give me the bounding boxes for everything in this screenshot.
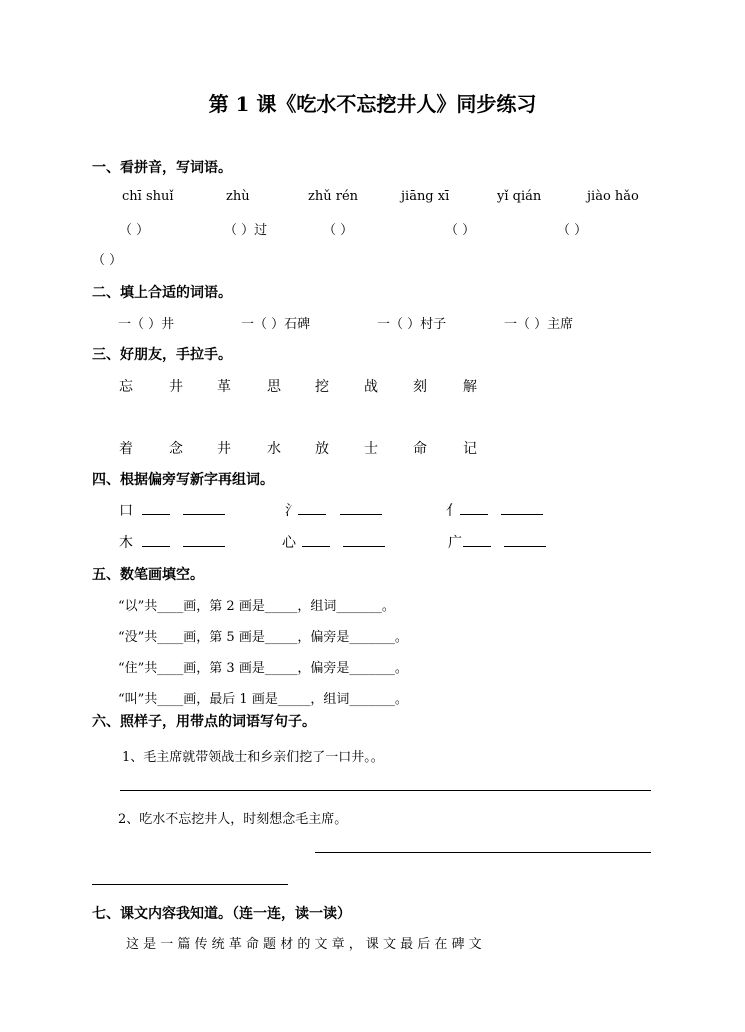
word-line-6[interactable] bbox=[504, 546, 546, 547]
answer-bracket-6[interactable]: （ ） bbox=[92, 253, 123, 268]
word-line-1[interactable] bbox=[183, 514, 225, 515]
fill-word-1[interactable]: 一（ ）井 bbox=[118, 317, 175, 332]
pair-top-1[interactable]: 忘 bbox=[119, 379, 133, 395]
pair-bottom-4[interactable]: 水 bbox=[267, 441, 281, 457]
section-4-heading: 四、根据偏旁写新字再组词。 bbox=[92, 472, 274, 488]
stroke-question-1[interactable]: “以”共____画，第 2 画是_____，组词_______。 bbox=[118, 599, 395, 614]
pair-top-7[interactable]: 刻 bbox=[413, 379, 427, 395]
pair-bottom-8[interactable]: 记 bbox=[463, 441, 477, 457]
answer-bracket-5[interactable]: （ ） bbox=[557, 223, 588, 238]
pair-top-4[interactable]: 思 bbox=[267, 379, 281, 395]
pinyin-2: zhù bbox=[226, 189, 250, 204]
example-sentence-1: 1、毛主席就带领战士和乡亲们挖了一口井。。 bbox=[122, 750, 384, 765]
section-3-heading: 三、好朋友，手拉手。 bbox=[92, 347, 232, 363]
section-1-heading: 一、看拼音，写词语。 bbox=[92, 160, 232, 176]
answer-line-1[interactable] bbox=[120, 790, 651, 791]
word-line-4[interactable] bbox=[183, 546, 225, 547]
answer-line-2[interactable] bbox=[315, 852, 651, 853]
new-char-line-5[interactable] bbox=[302, 546, 330, 547]
pair-bottom-1[interactable]: 着 bbox=[119, 441, 133, 457]
pinyin-5: yǐ qián bbox=[497, 189, 542, 204]
new-char-line-6[interactable] bbox=[463, 546, 491, 547]
pair-bottom-3[interactable]: 井 bbox=[217, 441, 231, 457]
pinyin-6: jiào hǎo bbox=[587, 189, 639, 204]
radical-2: 氵 bbox=[285, 503, 299, 519]
stroke-question-4[interactable]: “叫”共____画，最后 1 画是_____，组词_______。 bbox=[118, 692, 408, 707]
answer-bracket-2[interactable]: （ ）过 bbox=[224, 223, 268, 238]
pinyin-1: chī shuǐ bbox=[122, 189, 174, 204]
radical-4: 木 bbox=[119, 535, 133, 551]
fill-word-2[interactable]: 一（ ）石碑 bbox=[241, 317, 311, 332]
radical-6: 广 bbox=[448, 535, 462, 551]
pair-top-3[interactable]: 革 bbox=[217, 379, 231, 395]
example-sentence-2: 2、吃水不忘挖井人，时刻想念毛主席。 bbox=[118, 812, 348, 827]
new-char-line-2[interactable] bbox=[298, 514, 326, 515]
new-char-line-3[interactable] bbox=[460, 514, 488, 515]
pair-bottom-7[interactable]: 命 bbox=[413, 441, 427, 457]
pair-bottom-5[interactable]: 放 bbox=[315, 441, 329, 457]
answer-bracket-4[interactable]: （ ） bbox=[445, 223, 476, 238]
pair-top-2[interactable]: 井 bbox=[169, 379, 183, 395]
page-title: 第 1 课《吃水不忘挖井人》同步练习 bbox=[208, 92, 537, 116]
section-2-heading: 二、填上合适的词语。 bbox=[92, 285, 232, 301]
section-7-heading: 七、课文内容我知道。（连一连，读一读） bbox=[92, 906, 351, 922]
answer-bracket-1[interactable]: （ ） bbox=[119, 223, 150, 238]
pair-top-8[interactable]: 解 bbox=[463, 379, 477, 395]
word-line-3[interactable] bbox=[501, 514, 543, 515]
new-char-line-1[interactable] bbox=[142, 514, 170, 515]
new-char-line-4[interactable] bbox=[142, 546, 170, 547]
fill-word-3[interactable]: 一（ ）村子 bbox=[377, 317, 447, 332]
radical-1: 口 bbox=[119, 503, 133, 519]
section-5-heading: 五、数笔画填空。 bbox=[92, 567, 204, 583]
footnote-divider bbox=[92, 884, 288, 885]
answer-bracket-3[interactable]: （ ） bbox=[323, 223, 354, 238]
stroke-question-2[interactable]: “没”共____画，第 5 画是_____，偏旁是_______。 bbox=[118, 630, 408, 645]
word-line-5[interactable] bbox=[343, 546, 385, 547]
pair-top-6[interactable]: 战 bbox=[364, 379, 378, 395]
passage-line: 这 是 一 篇 传 统 革 命 题 材 的 文 章 ， 课 文 最 后 在 碑 文 bbox=[126, 937, 482, 952]
radical-3: 亻 bbox=[446, 503, 460, 519]
stroke-question-3[interactable]: “住”共____画，第 3 画是_____，偏旁是_______。 bbox=[118, 661, 408, 676]
pinyin-3: zhǔ rén bbox=[308, 189, 359, 204]
pair-bottom-2[interactable]: 念 bbox=[169, 441, 183, 457]
radical-5: 心 bbox=[282, 535, 296, 551]
pair-top-5[interactable]: 挖 bbox=[315, 379, 329, 395]
word-line-2[interactable] bbox=[340, 514, 382, 515]
fill-word-4[interactable]: 一（ ）主席 bbox=[504, 317, 574, 332]
section-6-heading: 六、照样子，用带点的词语写句子。 bbox=[92, 714, 316, 730]
pinyin-4: jiāng xī bbox=[401, 189, 450, 204]
pair-bottom-6[interactable]: 士 bbox=[364, 441, 378, 457]
